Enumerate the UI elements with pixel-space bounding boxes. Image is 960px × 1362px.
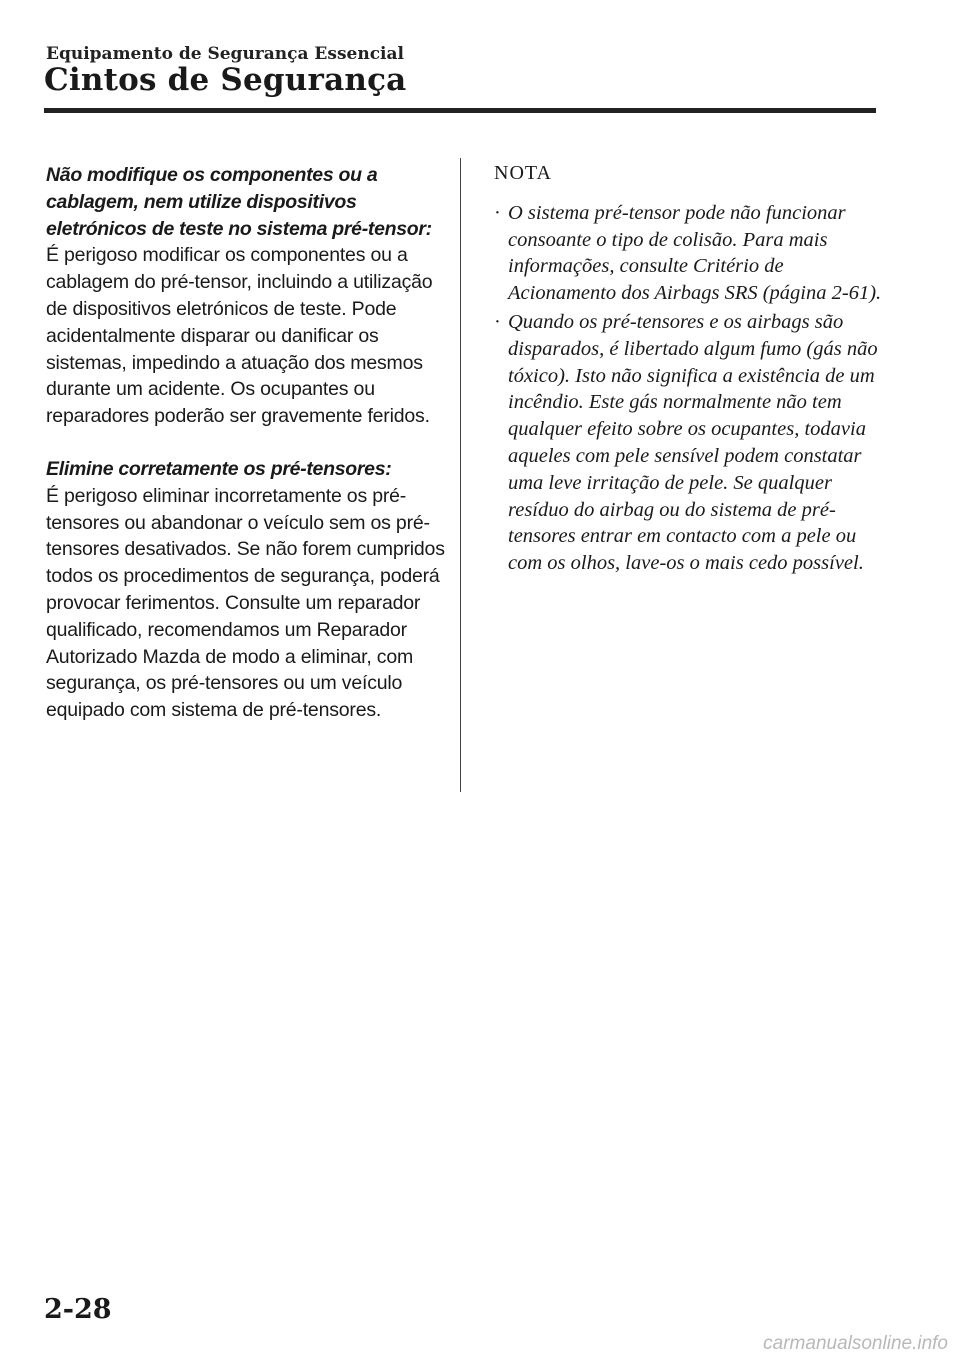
list-item bbox=[494, 309, 884, 577]
bullet-icon: · bbox=[494, 310, 501, 333]
note-label: NOTA bbox=[494, 162, 552, 184]
warning-text: É perigoso eliminar incorretamente os pré-tensores ou abandonar o veículo sem os pré-tensores desativados. Se não forem cumpridos todos os procedimentos de segurança, poderá provocar ferimentos. Consulte um reparador qualificado, recomendamos um Reparador Autorizado Mazda de modo a eliminar, com segurança, os pré-tensores ou um veículo equipado com sistema de pré-tensores. bbox=[46, 484, 445, 722]
warning-block-modify bbox=[46, 162, 446, 430]
page-number: 2-28 bbox=[44, 1294, 112, 1325]
list-item bbox=[494, 200, 884, 307]
warning-text: É perigoso modificar os componentes ou a cablagem do pré-tensor, incluindo a utilização de dispositivos eletrónicos de teste. Pode acidentalmente disparar ou danificar os sistemas, impedindo a atuação dos mesmos durante um acidente. Os ocupantes ou reparadores poderão ser gravemente feridos. bbox=[46, 244, 433, 428]
bullet-icon: · bbox=[494, 201, 501, 224]
column-divider bbox=[460, 158, 461, 792]
watermark: carmanualsonline.info bbox=[763, 1333, 948, 1354]
warning-heading: Não modifique os componentes ou a cablagem, nem utilize dispositivos eletrónicos de teste no sistema pré-tensor: bbox=[46, 164, 432, 240]
note-list bbox=[494, 200, 884, 577]
header-divider bbox=[44, 108, 876, 113]
warnings-column bbox=[46, 162, 446, 724]
note-item-text: Quando os pré-tensores e os airbags são disparados, é libertado algum fumo (gás não tóxico). Isto não significa a existência de um incêndio. Este gás normalmente não tem qualquer efeito sobre os ocupantes, todavia aqueles com pele sensível podem constatar uma leve irritação de pele. Se qualquer resíduo do airbag ou do sistema de pré-tensores entrar em contacto com a pele ou com os olhos, lave-os o mais cedo possível. bbox=[508, 310, 878, 575]
warning-heading: Elimine corretamente os pré-tensores: bbox=[46, 457, 392, 480]
warning-block-dispose bbox=[46, 456, 446, 724]
note-item-text: O sistema pré-tensor pode não funcionar consoante o tipo de colisão. Para mais informações, consulte Critério de Acionamento dos Airbags SRS (página 2-61). bbox=[508, 201, 882, 305]
page-title: Cintos de Segurança bbox=[44, 62, 407, 98]
note-column bbox=[494, 160, 884, 579]
section-label: Equipamento de Segurança Essencial bbox=[46, 44, 404, 64]
